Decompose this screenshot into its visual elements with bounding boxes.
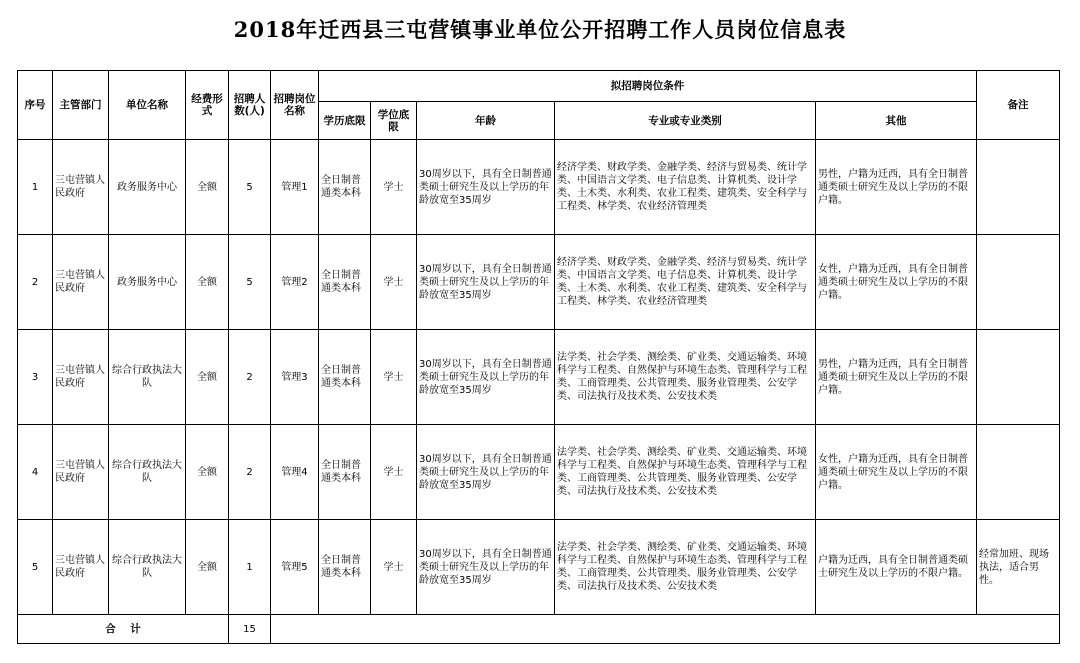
cell-degree: 学士 <box>371 520 417 615</box>
header-dept: 主管部门 <box>53 71 109 140</box>
total-empty <box>271 615 1060 644</box>
cell-major: 经济学类、财政学类、金融学类、经济与贸易类、统计学类、中国语言文学类、电子信息类、计算机类、设计学类、土木类、水利类、农业工程类、建筑类、安全科学与工程类、林学类、农业经济管理类 <box>555 140 816 235</box>
cell-funding: 全额 <box>186 330 229 425</box>
cell-degree: 学士 <box>371 425 417 520</box>
cell-count: 5 <box>229 140 271 235</box>
header-age: 年龄 <box>417 102 555 140</box>
header-other: 其他 <box>816 102 977 140</box>
total-label: 合 计 <box>18 615 229 644</box>
cell-other: 户籍为迁西，具有全日制普通类硕士研究生及以上学历的不限户籍。 <box>816 520 977 615</box>
table-row <box>18 140 1060 235</box>
table-row <box>18 330 1060 425</box>
header-count: 招聘人数(人) <box>229 71 271 140</box>
cell-major: 经济学类、财政学类、金融学类、经济与贸易类、统计学类、中国语言文学类、电子信息类、计算机类、设计学类、土木类、水利类、农业工程类、建筑类、安全科学与工程类、林学类、农业经济管理类 <box>555 235 816 330</box>
cell-major: 法学类、社会学类、测绘类、矿业类、交通运输类、环境科学与工程类、自然保护与环境生态类、管理科学与工程类、工商管理类、公共管理类、服务业管理类、公安学类、司法执行及技术类、公安技术类 <box>555 330 816 425</box>
cell-degree: 学士 <box>371 140 417 235</box>
cell-count: 1 <box>229 520 271 615</box>
cell-other: 女性，户籍为迁西，具有全日制普通类硕士研究生及以上学历的不限户籍。 <box>816 235 977 330</box>
cell-education: 全日制普通类本科 <box>319 235 371 330</box>
cell-remarks <box>977 330 1060 425</box>
cell-seq: 2 <box>18 235 53 330</box>
cell-seq: 4 <box>18 425 53 520</box>
cell-count: 5 <box>229 235 271 330</box>
cell-remarks <box>977 425 1060 520</box>
cell-degree: 学士 <box>371 235 417 330</box>
cell-funding: 全额 <box>186 425 229 520</box>
total-count: 15 <box>229 615 271 644</box>
header-degree: 学位底限 <box>371 102 417 140</box>
cell-education: 全日制普通类本科 <box>319 425 371 520</box>
cell-position: 管理4 <box>271 425 319 520</box>
job-info-table <box>17 70 1060 644</box>
cell-dept: 三屯营镇人民政府 <box>53 235 109 330</box>
cell-age: 30周岁以下，具有全日制普通类硕士研究生及以上学历的年龄放宽至35周岁 <box>417 235 555 330</box>
cell-count: 2 <box>229 330 271 425</box>
header-conditions: 拟招聘岗位条件 <box>319 71 977 102</box>
cell-seq: 1 <box>18 140 53 235</box>
cell-major: 法学类、社会学类、测绘类、矿业类、交通运输类、环境科学与工程类、自然保护与环境生态类、管理科学与工程类、工商管理类、公共管理类、服务业管理类、公安学类、司法执行及技术类、公安技术类 <box>555 520 816 615</box>
table-row <box>18 425 1060 520</box>
cell-position: 管理2 <box>271 235 319 330</box>
header-major: 专业或专业类别 <box>555 102 816 140</box>
cell-seq: 5 <box>18 520 53 615</box>
cell-major: 法学类、社会学类、测绘类、矿业类、交通运输类、环境科学与工程类、自然保护与环境生态类、管理科学与工程类、工商管理类、公共管理类、服务业管理类、公安学类、司法执行及技术类、公安技术类 <box>555 425 816 520</box>
cell-education: 全日制普通类本科 <box>319 520 371 615</box>
cell-seq: 3 <box>18 330 53 425</box>
cell-remarks <box>977 140 1060 235</box>
cell-other: 女性，户籍为迁西，具有全日制普通类硕士研究生及以上学历的不限户籍。 <box>816 425 977 520</box>
cell-age: 30周岁以下，具有全日制普通类硕士研究生及以上学历的年龄放宽至35周岁 <box>417 330 555 425</box>
cell-funding: 全额 <box>186 520 229 615</box>
cell-position: 管理5 <box>271 520 319 615</box>
page-title: 2018年迁西县三屯营镇事业单位公开招聘工作人员岗位信息表 <box>233 17 847 42</box>
cell-age: 30周岁以下，具有全日制普通类硕士研究生及以上学历的年龄放宽至35周岁 <box>417 425 555 520</box>
cell-unit: 综合行政执法大队 <box>109 330 186 425</box>
table-row <box>18 520 1060 615</box>
cell-unit: 综合行政执法大队 <box>109 520 186 615</box>
header-unit: 单位名称 <box>109 71 186 140</box>
cell-position: 管理1 <box>271 140 319 235</box>
cell-position: 管理3 <box>271 330 319 425</box>
cell-funding: 全额 <box>186 235 229 330</box>
cell-unit: 政务服务中心 <box>109 235 186 330</box>
cell-age: 30周岁以下，具有全日制普通类硕士研究生及以上学历的年龄放宽至35周岁 <box>417 520 555 615</box>
cell-unit: 政务服务中心 <box>109 140 186 235</box>
table-row <box>18 235 1060 330</box>
cell-dept: 三屯营镇人民政府 <box>53 425 109 520</box>
cell-dept: 三屯营镇人民政府 <box>53 330 109 425</box>
cell-age: 30周岁以下，具有全日制普通类硕士研究生及以上学历的年龄放宽至35周岁 <box>417 140 555 235</box>
header-seq: 序号 <box>18 71 53 140</box>
cell-education: 全日制普通类本科 <box>319 140 371 235</box>
cell-funding: 全额 <box>186 140 229 235</box>
cell-count: 2 <box>229 425 271 520</box>
cell-other: 男性，户籍为迁西，具有全日制普通类硕士研究生及以上学历的不限户籍。 <box>816 140 977 235</box>
header-position: 招聘岗位名称 <box>271 71 319 140</box>
total-row <box>18 615 1060 644</box>
cell-remarks: 经常加班、现场执法，适合男性。 <box>977 520 1060 615</box>
header-education: 学历底限 <box>319 102 371 140</box>
header-funding: 经费形式 <box>186 71 229 140</box>
cell-dept: 三屯营镇人民政府 <box>53 520 109 615</box>
cell-remarks <box>977 235 1060 330</box>
cell-education: 全日制普通类本科 <box>319 330 371 425</box>
header-remarks: 备注 <box>977 71 1060 140</box>
cell-other: 男性，户籍为迁西，具有全日制普通类硕士研究生及以上学历的不限户籍。 <box>816 330 977 425</box>
cell-unit: 综合行政执法大队 <box>109 425 186 520</box>
cell-degree: 学士 <box>371 330 417 425</box>
cell-dept: 三屯营镇人民政府 <box>53 140 109 235</box>
